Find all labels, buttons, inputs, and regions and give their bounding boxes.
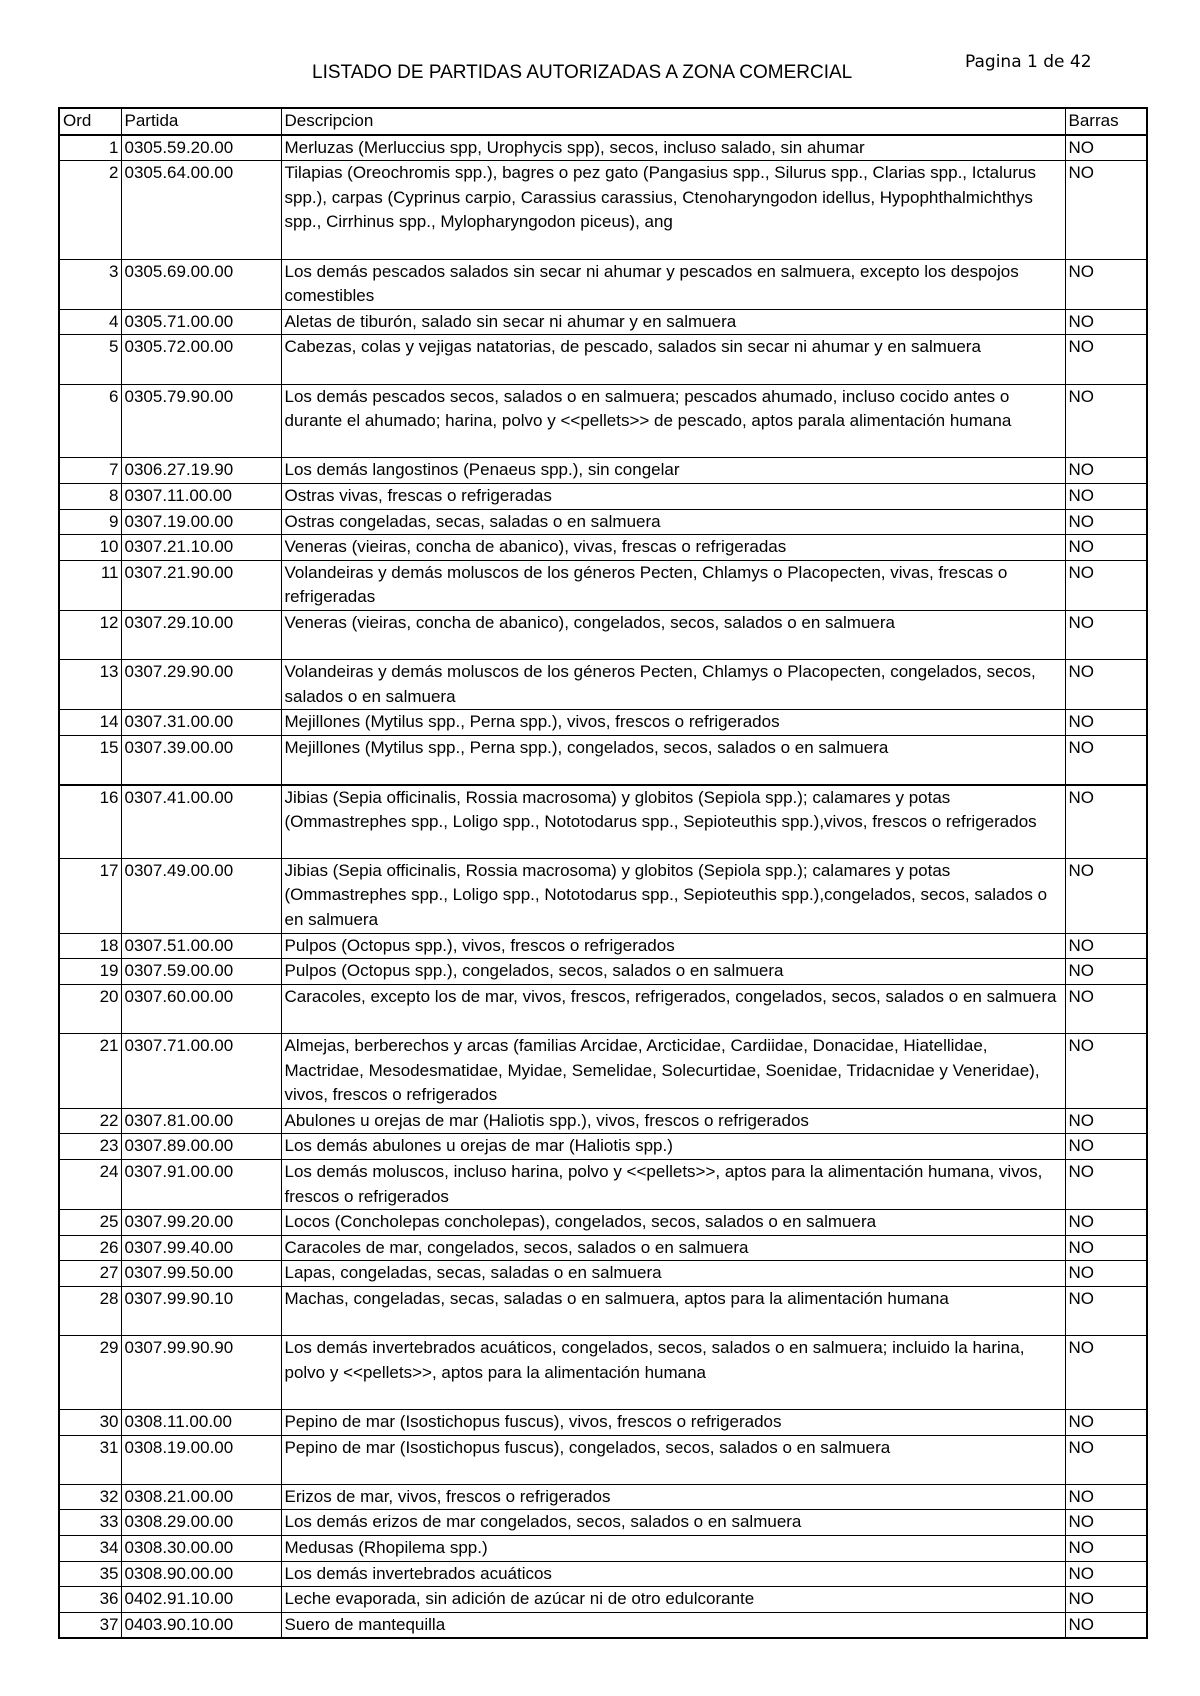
barras-cell: NO <box>1065 335 1147 384</box>
partida-cell: 0307.99.40.00 <box>121 1235 281 1261</box>
partida-cell: 0306.27.19.90 <box>121 458 281 484</box>
barras-cell: NO <box>1065 458 1147 484</box>
barras-cell: NO <box>1065 735 1147 784</box>
table-row <box>59 1261 1147 1287</box>
partida-cell: 0307.21.10.00 <box>121 535 281 561</box>
table-row <box>59 384 1147 458</box>
barras-cell: NO <box>1065 483 1147 509</box>
barras-cell: NO <box>1065 660 1147 710</box>
ord-cell: 28 <box>59 1286 121 1335</box>
table-row <box>59 933 1147 959</box>
ord-cell: 18 <box>59 933 121 959</box>
ord-cell: 29 <box>59 1336 121 1410</box>
column-header-partida: Partida <box>121 108 281 135</box>
descripcion-cell: Los demás erizos de mar congelados, secos, salados o en salmuera <box>281 1510 1065 1536</box>
ord-cell: 22 <box>59 1108 121 1134</box>
ord-cell: 23 <box>59 1134 121 1160</box>
barras-cell: NO <box>1065 161 1147 259</box>
partida-cell: 0305.79.90.00 <box>121 384 281 458</box>
descripcion-cell: Tilapias (Oreochromis spp.), bagres o pez gato (Pangasius spp., Silurus spp., Clarias spp., Ictalurus spp.), carpas (Cyprinus carpio, Carassius carassius, Ctenoharyngodon idellus, Hypophthalmichthys spp., Cirrhinus spp., Mylopharyngodon piceus), ang <box>281 161 1065 259</box>
partida-cell: 0307.99.50.00 <box>121 1261 281 1287</box>
ord-cell: 2 <box>59 161 121 259</box>
barras-cell: NO <box>1065 1409 1147 1435</box>
barras-cell: NO <box>1065 1510 1147 1536</box>
page-number: Pagina 1 de 42 <box>965 52 1092 72</box>
table-row <box>59 1210 1147 1236</box>
barras-cell: NO <box>1065 1108 1147 1134</box>
descripcion-cell: Los demás pescados secos, salados o en salmuera; pescados ahumado, incluso cocido antes o durante el ahumado; harina, polvo y <<pellets>> de pescado, aptos parala alimentación humana <box>281 384 1065 458</box>
partida-cell: 0307.39.00.00 <box>121 735 281 784</box>
barras-cell: NO <box>1065 1535 1147 1561</box>
ord-cell: 26 <box>59 1235 121 1261</box>
ord-cell: 1 <box>59 135 121 161</box>
barras-cell: NO <box>1065 1034 1147 1109</box>
partida-cell: 0308.29.00.00 <box>121 1510 281 1536</box>
table-row <box>59 509 1147 535</box>
barras-cell: NO <box>1065 1159 1147 1209</box>
ord-cell: 24 <box>59 1159 121 1209</box>
ord-cell: 35 <box>59 1561 121 1587</box>
barras-cell: NO <box>1065 1261 1147 1287</box>
partida-cell: 0307.89.00.00 <box>121 1134 281 1160</box>
table-row <box>59 1510 1147 1536</box>
descripcion-cell: Volandeiras y demás moluscos de los géneros Pecten, Chlamys o Placopecten, vivas, frescas o refrigeradas <box>281 560 1065 610</box>
barras-cell: NO <box>1065 1286 1147 1335</box>
descripcion-cell: Los demás langostinos (Penaeus spp.), sin congelar <box>281 458 1065 484</box>
table-row <box>59 1336 1147 1410</box>
ord-cell: 34 <box>59 1535 121 1561</box>
descripcion-cell: Los demás abulones u orejas de mar (Haliotis spp.) <box>281 1134 1065 1160</box>
table-row <box>59 1409 1147 1435</box>
ord-cell: 8 <box>59 483 121 509</box>
partida-cell: 0305.64.00.00 <box>121 161 281 259</box>
descripcion-cell: Almejas, berberechos y arcas (familias Arcidae, Arcticidae, Cardiidae, Donacidae, Hiatellidae, Mactridae, Mesodesmatidae, Myidae, Semelidae, Solecurtidae, Soenidae, Tridacnidae y Veneridae), vivos, frescos o refrigerados <box>281 1034 1065 1109</box>
ord-cell: 7 <box>59 458 121 484</box>
table-row <box>59 1535 1147 1561</box>
partida-cell: 0307.51.00.00 <box>121 933 281 959</box>
ord-cell: 3 <box>59 259 121 309</box>
ord-cell: 9 <box>59 509 121 535</box>
table-row <box>59 335 1147 384</box>
descripcion-cell: Mejillones (Mytilus spp., Perna spp.), vivos, frescos o refrigerados <box>281 710 1065 736</box>
descripcion-cell: Pepino de mar (Isostichopus fuscus), vivos, frescos o refrigerados <box>281 1409 1065 1435</box>
barras-cell: NO <box>1065 785 1147 859</box>
ord-cell: 14 <box>59 710 121 736</box>
barras-cell: NO <box>1065 1484 1147 1510</box>
column-header-barras: Barras <box>1065 108 1147 135</box>
descripcion-cell: Ostras vivas, frescas o refrigeradas <box>281 483 1065 509</box>
table-row <box>59 1159 1147 1209</box>
descripcion-cell: Veneras (vieiras, concha de abanico), vivas, frescas o refrigeradas <box>281 535 1065 561</box>
barras-cell: NO <box>1065 858 1147 933</box>
barras-cell: NO <box>1065 1435 1147 1484</box>
descripcion-cell: Los demás invertebrados acuáticos <box>281 1561 1065 1587</box>
descripcion-cell: Jibias (Sepia officinalis, Rossia macrosoma) y globitos (Sepiola spp.); calamares y potas (Ommastrephes spp., Loligo spp., Nototodarus spp., Sepioteuthis spp.),vivos, frescos o refrigerados <box>281 785 1065 859</box>
ord-cell: 11 <box>59 560 121 610</box>
partida-cell: 0307.31.00.00 <box>121 710 281 736</box>
table-row <box>59 785 1147 859</box>
descripcion-cell: Locos (Concholepas concholepas), congelados, secos, salados o en salmuera <box>281 1210 1065 1236</box>
ord-cell: 15 <box>59 735 121 784</box>
descripcion-cell: Lapas, congeladas, secas, saladas o en salmuera <box>281 1261 1065 1287</box>
table-row <box>59 710 1147 736</box>
partida-cell: 0305.59.20.00 <box>121 135 281 161</box>
barras-cell: NO <box>1065 710 1147 736</box>
partida-cell: 0305.69.00.00 <box>121 259 281 309</box>
table-row <box>59 1587 1147 1613</box>
table-row <box>59 1561 1147 1587</box>
table-row <box>59 1134 1147 1160</box>
partida-cell: 0307.41.00.00 <box>121 785 281 859</box>
table-row <box>59 660 1147 710</box>
descripcion-cell: Machas, congeladas, secas, saladas o en salmuera, aptos para la alimentación humana <box>281 1286 1065 1335</box>
table-row <box>59 959 1147 985</box>
table-row <box>59 858 1147 933</box>
partida-cell: 0307.60.00.00 <box>121 984 281 1033</box>
table-row <box>59 1612 1147 1638</box>
descripcion-cell: Los demás invertebrados acuáticos, congelados, secos, salados o en salmuera; incluido la harina, polvo y <<pellets>>, aptos para la alimentación humana <box>281 1336 1065 1410</box>
table-row <box>59 1435 1147 1484</box>
table-row <box>59 735 1147 784</box>
partida-cell: 0307.49.00.00 <box>121 858 281 933</box>
descripcion-cell: Veneras (vieiras, concha de abanico), congelados, secos, salados o en salmuera <box>281 610 1065 659</box>
partida-cell: 0307.59.00.00 <box>121 959 281 985</box>
table-row <box>59 309 1147 335</box>
table-row <box>59 610 1147 659</box>
descripcion-cell: Merluzas (Merluccius spp, Urophycis spp), secos, incluso salado, sin ahumar <box>281 135 1065 161</box>
partida-cell: 0305.72.00.00 <box>121 335 281 384</box>
partida-cell: 0307.81.00.00 <box>121 1108 281 1134</box>
table-row <box>59 1484 1147 1510</box>
barras-cell: NO <box>1065 1612 1147 1638</box>
descripcion-cell: Abulones u orejas de mar (Haliotis spp.), vivos, frescos o refrigerados <box>281 1108 1065 1134</box>
ord-cell: 27 <box>59 1261 121 1287</box>
table-row <box>59 1235 1147 1261</box>
column-header-descripcion: Descripcion <box>281 108 1065 135</box>
barras-cell: NO <box>1065 384 1147 458</box>
table-row <box>59 1286 1147 1335</box>
partida-cell: 0402.91.10.00 <box>121 1587 281 1613</box>
descripcion-cell: Medusas (Rhopilema spp.) <box>281 1535 1065 1561</box>
ord-cell: 10 <box>59 535 121 561</box>
ord-cell: 4 <box>59 309 121 335</box>
descripcion-cell: Aletas de tiburón, salado sin secar ni ahumar y en salmuera <box>281 309 1065 335</box>
partida-cell: 0305.71.00.00 <box>121 309 281 335</box>
descripcion-cell: Suero de mantequilla <box>281 1612 1065 1638</box>
table-header-row <box>59 108 1147 135</box>
ord-cell: 12 <box>59 610 121 659</box>
barras-cell: NO <box>1065 135 1147 161</box>
descripcion-cell: Caracoles de mar, congelados, secos, salados o en salmuera <box>281 1235 1065 1261</box>
barras-cell: NO <box>1065 535 1147 561</box>
page-header <box>0 52 1200 82</box>
table-row <box>59 161 1147 259</box>
partida-cell: 0308.19.00.00 <box>121 1435 281 1484</box>
partida-cell: 0308.11.00.00 <box>121 1409 281 1435</box>
ord-cell: 5 <box>59 335 121 384</box>
table-row <box>59 259 1147 309</box>
table-row <box>59 483 1147 509</box>
partida-cell: 0307.99.90.90 <box>121 1336 281 1410</box>
document-title: LISTADO DE PARTIDAS AUTORIZADAS A ZONA COMERCIAL <box>312 62 853 83</box>
descripcion-cell: Leche evaporada, sin adición de azúcar ni de otro edulcorante <box>281 1587 1065 1613</box>
ord-cell: 19 <box>59 959 121 985</box>
ord-cell: 30 <box>59 1409 121 1435</box>
descripcion-cell: Pepino de mar (Isostichopus fuscus), congelados, secos, salados o en salmuera <box>281 1435 1065 1484</box>
ord-cell: 32 <box>59 1484 121 1510</box>
partida-cell: 0403.90.10.00 <box>121 1612 281 1638</box>
descripcion-cell: Cabezas, colas y vejigas natatorias, de pescado, salados sin secar ni ahumar y en salmuera <box>281 335 1065 384</box>
descripcion-cell: Mejillones (Mytilus spp., Perna spp.), congelados, secos, salados o en salmuera <box>281 735 1065 784</box>
descripcion-cell: Erizos de mar, vivos, frescos o refrigerados <box>281 1484 1065 1510</box>
barras-cell: NO <box>1065 1587 1147 1613</box>
partida-cell: 0307.29.10.00 <box>121 610 281 659</box>
partida-cell: 0308.21.00.00 <box>121 1484 281 1510</box>
table-body <box>59 135 1147 1639</box>
partida-cell: 0308.90.00.00 <box>121 1561 281 1587</box>
column-header-ord: Ord <box>59 108 121 135</box>
ord-cell: 37 <box>59 1612 121 1638</box>
descripcion-cell: Los demás moluscos, incluso harina, polvo y <<pellets>>, aptos para la alimentación humana, vivos, frescos o refrigerados <box>281 1159 1065 1209</box>
table-row <box>59 1108 1147 1134</box>
partida-cell: 0307.19.00.00 <box>121 509 281 535</box>
partida-cell: 0307.11.00.00 <box>121 483 281 509</box>
barras-cell: NO <box>1065 1336 1147 1410</box>
barras-cell: NO <box>1065 959 1147 985</box>
partida-cell: 0307.71.00.00 <box>121 1034 281 1109</box>
partida-cell: 0307.99.20.00 <box>121 1210 281 1236</box>
table-row <box>59 1034 1147 1109</box>
barras-cell: NO <box>1065 509 1147 535</box>
partida-cell: 0307.99.90.10 <box>121 1286 281 1335</box>
ord-cell: 36 <box>59 1587 121 1613</box>
barras-cell: NO <box>1065 309 1147 335</box>
table-row <box>59 984 1147 1033</box>
descripcion-cell: Los demás pescados salados sin secar ni ahumar y pescados en salmuera, excepto los despojos comestibles <box>281 259 1065 309</box>
barras-cell: NO <box>1065 1134 1147 1160</box>
descripcion-cell: Pulpos (Octopus spp.), vivos, frescos o refrigerados <box>281 933 1065 959</box>
partidas-table <box>58 107 1148 1639</box>
ord-cell: 16 <box>59 785 121 859</box>
partida-cell: 0307.29.90.00 <box>121 660 281 710</box>
descripcion-cell: Pulpos (Octopus spp.), congelados, secos, salados o en salmuera <box>281 959 1065 985</box>
ord-cell: 25 <box>59 1210 121 1236</box>
partida-cell: 0307.91.00.00 <box>121 1159 281 1209</box>
ord-cell: 31 <box>59 1435 121 1484</box>
partida-cell: 0308.30.00.00 <box>121 1535 281 1561</box>
descripcion-cell: Jibias (Sepia officinalis, Rossia macrosoma) y globitos (Sepiola spp.); calamares y potas (Ommastrephes spp., Loligo spp., Nototodarus spp., Sepioteuthis spp.),congelados, secos, salados o en salmuera <box>281 858 1065 933</box>
barras-cell: NO <box>1065 1561 1147 1587</box>
ord-cell: 13 <box>59 660 121 710</box>
table-row <box>59 135 1147 161</box>
table-row <box>59 535 1147 561</box>
barras-cell: NO <box>1065 1210 1147 1236</box>
ord-cell: 21 <box>59 1034 121 1109</box>
descripcion-cell: Volandeiras y demás moluscos de los géneros Pecten, Chlamys o Placopecten, congelados, secos, salados o en salmuera <box>281 660 1065 710</box>
descripcion-cell: Caracoles, excepto los de mar, vivos, frescos, refrigerados, congelados, secos, salados o en salmuera <box>281 984 1065 1033</box>
barras-cell: NO <box>1065 259 1147 309</box>
ord-cell: 17 <box>59 858 121 933</box>
ord-cell: 33 <box>59 1510 121 1536</box>
barras-cell: NO <box>1065 1235 1147 1261</box>
table-row <box>59 560 1147 610</box>
barras-cell: NO <box>1065 560 1147 610</box>
barras-cell: NO <box>1065 984 1147 1033</box>
descripcion-cell: Ostras congeladas, secas, saladas o en salmuera <box>281 509 1065 535</box>
ord-cell: 6 <box>59 384 121 458</box>
barras-cell: NO <box>1065 933 1147 959</box>
ord-cell: 20 <box>59 984 121 1033</box>
barras-cell: NO <box>1065 610 1147 659</box>
table-row <box>59 458 1147 484</box>
partida-cell: 0307.21.90.00 <box>121 560 281 610</box>
